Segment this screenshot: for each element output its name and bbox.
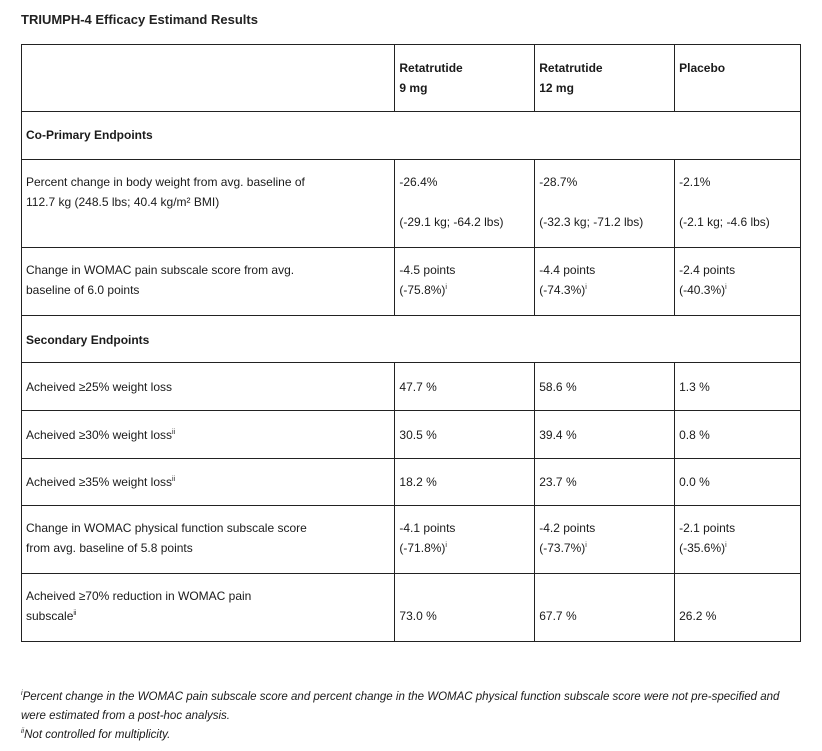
row-label-womac-physical — [22, 506, 395, 574]
cell-value: -4.1 points — [399, 521, 456, 535]
footnote-marker: i — [585, 284, 587, 291]
row-label-body-weight — [22, 160, 395, 248]
cell-value: -2.1 points — [679, 521, 736, 535]
row-label-line: Percent change in body weight from avg. baseline of — [26, 175, 305, 189]
footnote-text: Not controlled for multiplicity. — [24, 729, 171, 741]
row-label-70pct-reduction — [22, 574, 395, 642]
cell-9mg: 73.0 % — [395, 574, 535, 642]
cell-9mg: 30.5 % — [395, 411, 535, 459]
cell-placebo — [675, 248, 801, 316]
cell-value: -2.1% — [679, 175, 711, 189]
cell-value: -4.5 points — [399, 263, 456, 277]
efficacy-results-table — [21, 44, 801, 642]
table-row — [22, 160, 801, 248]
header-placebo — [675, 45, 801, 112]
header-col3-line2: 12 mg — [539, 81, 574, 95]
footnote-marker: i — [585, 542, 587, 549]
table-header-row — [22, 45, 801, 112]
footnote-1 — [21, 688, 811, 726]
row-label-line: baseline of 6.0 points — [26, 283, 140, 297]
footnote-marker: i — [725, 284, 727, 291]
footnote-marker: i — [21, 690, 23, 698]
footnote-marker: i — [445, 284, 447, 291]
page-title: TRIUMPH-4 Efficacy Estimand Results — [21, 12, 258, 27]
footnote-2 — [21, 726, 811, 745]
section-row-coprimary — [22, 112, 801, 160]
row-label-30pct — [22, 411, 395, 459]
cell-placebo: 1.3 % — [675, 363, 801, 411]
cell-value: -2.4 points — [679, 263, 736, 277]
row-label-line: subscale — [26, 609, 74, 623]
footnote-marker: i — [445, 542, 447, 549]
cell-12mg — [535, 506, 675, 574]
section-title-coprimary: Co-Primary Endpoints — [22, 112, 801, 160]
section-title-secondary: Secondary Endpoints — [22, 316, 801, 363]
table-row — [22, 574, 801, 642]
table-row — [22, 506, 801, 574]
cell-value: -4.2 points — [539, 521, 596, 535]
cell-12mg: 23.7 % — [535, 459, 675, 506]
cell-9mg: 47.7 % — [395, 363, 535, 411]
cell-value: -26.4% — [399, 175, 438, 189]
section-row-secondary — [22, 316, 801, 363]
cell-12mg: 58.6 % — [535, 363, 675, 411]
header-col3-line1: Retatrutide — [539, 61, 603, 75]
table-row — [22, 363, 801, 411]
footnote-marker: ii — [172, 428, 176, 436]
row-label-35pct — [22, 459, 395, 506]
cell-detail: (-71.8%) — [399, 541, 446, 555]
cell-detail: (-32.3 kg; -71.2 lbs) — [539, 215, 644, 229]
cell-9mg — [395, 248, 535, 316]
cell-value: -4.4 points — [539, 263, 596, 277]
cell-detail: (-29.1 kg; -64.2 lbs) — [399, 215, 504, 229]
cell-detail: (-35.6%) — [679, 541, 726, 555]
footnote-marker: ii — [73, 610, 77, 617]
table-row — [22, 248, 801, 316]
row-label-line: Change in WOMAC pain subscale score from avg. — [26, 263, 295, 277]
footnote-marker: ii — [172, 476, 176, 483]
header-col4: Placebo — [679, 61, 726, 75]
footnote-text: Percent change in the WOMAC pain subscale score and percent change in the WOMAC physical function subscale score were not pre-specified and — [22, 691, 780, 703]
row-label-line: Acheived ≥70% reduction in WOMAC pain — [26, 589, 252, 603]
header-retatrutide-12mg — [535, 45, 675, 112]
row-label-line: Change in WOMAC physical function subscale score — [26, 521, 307, 535]
cell-placebo — [675, 160, 801, 248]
footnote-marker: ii — [21, 728, 25, 736]
cell-placebo: 26.2 % — [675, 574, 801, 642]
footnote-marker: i — [725, 542, 727, 549]
cell-detail: (-2.1 kg; -4.6 lbs) — [679, 215, 770, 229]
cell-12mg: 39.4 % — [535, 411, 675, 459]
cell-12mg: 67.7 % — [535, 574, 675, 642]
row-label-25pct: Acheived ≥25% weight loss — [22, 363, 395, 411]
cell-detail: (-73.7%) — [539, 541, 586, 555]
cell-9mg: 18.2 % — [395, 459, 535, 506]
cell-9mg — [395, 160, 535, 248]
cell-placebo — [675, 506, 801, 574]
header-col2-line1: Retatrutide — [399, 61, 463, 75]
footnotes — [21, 688, 811, 745]
footnote-text: were estimated from a post-hoc analysis. — [21, 710, 231, 722]
row-label-text: Acheived ≥30% weight loss — [26, 427, 172, 442]
cell-placebo: 0.0 % — [675, 459, 801, 506]
cell-detail: (-40.3%) — [679, 283, 726, 297]
table-row — [22, 411, 801, 459]
row-label-text: Acheived ≥35% weight loss — [26, 475, 172, 489]
table-row — [22, 459, 801, 506]
cell-12mg — [535, 160, 675, 248]
cell-placebo: 0.8 % — [675, 411, 801, 459]
cell-value: -28.7% — [539, 175, 578, 189]
header-retatrutide-9mg — [395, 45, 535, 112]
cell-detail: (-74.3%) — [539, 283, 586, 297]
row-label-womac-pain — [22, 248, 395, 316]
row-label-line: from avg. baseline of 5.8 points — [26, 541, 193, 555]
cell-9mg — [395, 506, 535, 574]
header-col2-line2: 9 mg — [399, 81, 428, 95]
cell-12mg — [535, 248, 675, 316]
row-label-line: 112.7 kg (248.5 lbs; 40.4 kg/m² BMI) — [26, 195, 220, 209]
header-blank-cell — [22, 45, 395, 112]
cell-detail: (-75.8%) — [399, 283, 446, 297]
